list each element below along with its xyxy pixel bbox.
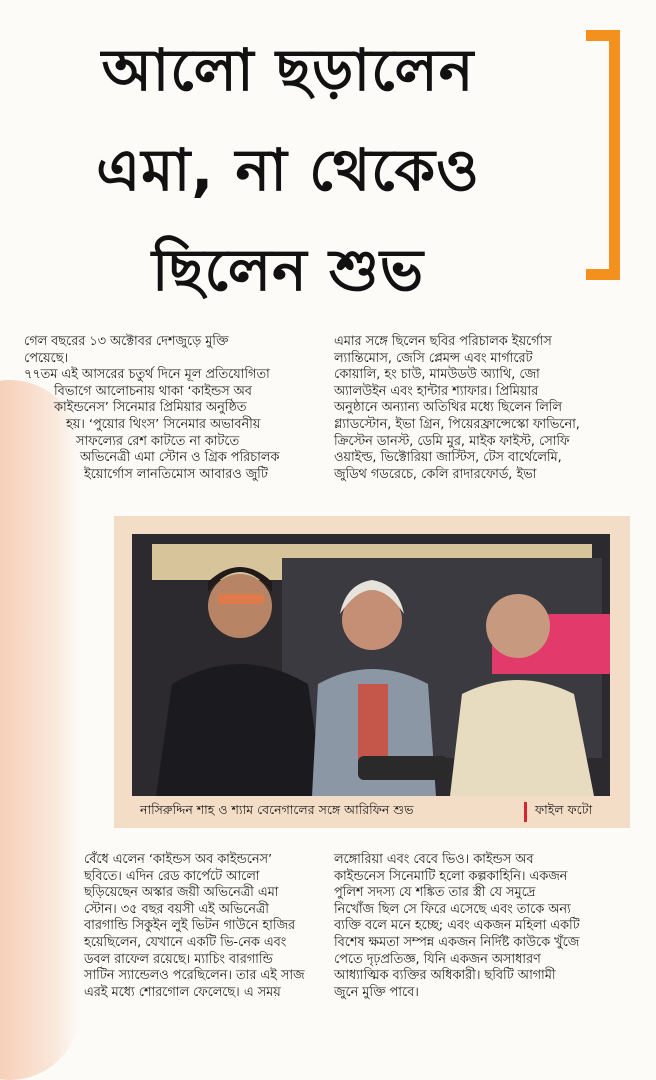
decorative-bracket	[586, 30, 620, 280]
article-line: বারগান্ডি সিকুইন লুই ভিটন গাউনে হাজির	[84, 918, 295, 934]
article-line: হয়েছিলেন, যেখানে একটি ভি-নেক এবং	[84, 934, 287, 950]
article-line: ওয়াইল্ড, ভিক্টোরিয়া জাস্টিস, টেস বার্থেলেমি,	[334, 450, 562, 466]
article-line: জুডিথ গডরেচে, কেলি রাদারফোর্ড, ইভা	[334, 466, 537, 482]
article-column-1	[24, 334, 279, 483]
article-line: জুনে মুক্তি পাবে।	[334, 984, 419, 1000]
article-line: ব্যক্তি বলে মনে হচ্ছে; এবং একজন মহিলা একটি	[334, 918, 580, 934]
article-line: বিশেষ ক্ষমতা সম্পন্ন একজন নির্দিষ্ট কাউকে খুঁজে	[334, 934, 580, 950]
article-line: ল্যান্তিমোস, জেসি প্লেমন্স এবং মার্গারেট	[334, 350, 533, 366]
headline-line-2: এমা, না থেকেও	[96, 136, 480, 204]
article-line: পেতে দৃঢ়প্রতিজ্ঞ, যিনি একজন অসাধারণ	[334, 951, 541, 967]
article-line: অ্যালউইন এবং হান্টার শ্যাফার। প্রিমিয়ার	[334, 383, 539, 399]
article-line: অনুষ্ঠানে অন্যান্য অতিথির মধ্যে ছিলেন লিলি	[334, 400, 562, 416]
article-column-3	[84, 852, 305, 1001]
article-line: ডবল রাফেল রয়েছে। ম্যাচিং বারগান্ডি	[84, 951, 273, 967]
news-photo	[132, 534, 610, 796]
photo-caption: নাসিরুদ্দিন শাহ ও শ্যাম বেনেগালের সঙ্গে আরিফিন শুভ	[140, 802, 414, 817]
article-line: ছবিতে। এদিন রেড কার্পেটে আলো	[84, 868, 260, 884]
article-line: আধ্যাত্মিক ব্যক্তির অধিকারী। ছবিটি আগামী	[334, 968, 556, 984]
article-line: কোয়ালি, হং চাউ, মামউডউ অ্যাথি, জো	[334, 367, 540, 383]
article-line: হয়। ‘পুয়োর থিংস’ সিনেমার অভাবনীয়	[66, 416, 261, 432]
article-line: নিখোঁজ ছিল সে ফিরে এসেছে এবং তাকে অন্য	[334, 901, 571, 917]
article-line: স্টোন। ৩৫ বছর বয়সী এই অভিনেত্রী	[84, 901, 269, 917]
article-line: সাফল্যের রেশ কাটতে না কাটতে	[76, 433, 240, 449]
photo-illustration	[132, 534, 610, 796]
article-column-4	[334, 852, 580, 1001]
article-line: গ্ল্যাডস্টোন, ইভা গ্রিন, পিয়েরফ্রান্সেস্কো ফাভিনো,	[334, 416, 580, 432]
article-line: বেঁধে এলেন ‘কাইন্ডস অব কাইন্ডনেস’	[84, 852, 273, 867]
article-column-2	[334, 334, 580, 483]
headline-line-3: ছিলেন শুভ	[151, 236, 425, 304]
headline-line-1: আলো ছড়ালেন	[101, 36, 475, 104]
article-line: পেয়েছে।	[24, 350, 69, 366]
article-line: কাইন্ডনেস সিনেমাটি হলো কল্পকাহিনি। একজন	[334, 868, 568, 884]
article-line: বিভাগে আলোচনায় থাকা ‘কাইন্ডস অব	[54, 383, 252, 399]
photo-credit: ফাইল ফটো	[524, 802, 592, 822]
article-line: এমার সঙ্গে ছিলেন ছবির পরিচালক ইয়র্গোস	[334, 334, 552, 349]
article-line: ৭৭তম এই আসরের চতুর্থ দিনে মূল প্রতিযোগিতা	[24, 367, 270, 383]
article-line: ক্রিস্টেন ডানস্ট, ডেমি মুর, মাইক ফাইস্ট, সোফি	[334, 433, 570, 449]
article-line: পুলিশ সদস্য যে শঙ্কিত তার স্ত্রী যে সমুদ্রে	[334, 885, 536, 901]
article-line: ইয়োর্গোস লানতিমোস আবারও জুটি	[84, 466, 268, 482]
article-line: কাইন্ডনেস’ সিনেমার প্রিমিয়ার অনুষ্ঠিত	[54, 400, 247, 416]
article-line: লঙ্গোরিয়া এবং বেবে ভিও। কাইন্ডস অব	[334, 852, 534, 867]
article-line: অভিনেত্রী এমা স্টোন ও গ্রিক পরিচালক	[80, 450, 280, 466]
article-line: সাটিন স্যান্ডেলও পরেছিলেন। তার এই সাজ	[84, 968, 305, 984]
headline	[8, 20, 568, 320]
article-line: গেল বছরের ১৩ অক্টোবর দেশজুড়ে মুক্তি	[24, 334, 229, 349]
article-line: এরই মধ্যে শোরগোল ফেলেছে। এ সময়	[84, 984, 281, 1000]
article-line: ছড়িয়েছেন অস্কার জয়ী অভিনেত্রী এমা	[84, 885, 279, 901]
decorative-side-image	[0, 380, 80, 1080]
